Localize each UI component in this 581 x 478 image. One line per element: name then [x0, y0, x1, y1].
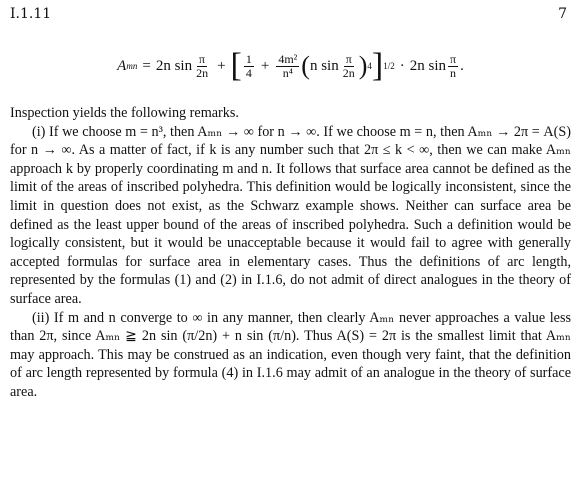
section-header: I.1.11: [10, 6, 52, 22]
eq-term1-fraction: [194, 53, 210, 79]
eq-lhs: A: [117, 57, 127, 74]
fraction-denominator: 4: [245, 65, 252, 80]
body-text: [10, 104, 571, 402]
eq-quarter-fraction: [244, 53, 254, 79]
eq-dot: ·: [399, 57, 405, 74]
eq-power-half: 1/2: [383, 61, 395, 71]
eq-inner-coef: n sin: [309, 57, 339, 74]
fraction-numerator: π: [450, 51, 457, 66]
eq-left-bracket: [: [230, 47, 242, 84]
fraction-numerator: π: [345, 51, 352, 66]
eq-term3-coef: 2n sin: [409, 57, 446, 74]
eq-plus: +: [217, 57, 226, 74]
eq-plus-inner: +: [260, 57, 270, 74]
eq-period: .: [460, 57, 464, 74]
fraction-denominator: n⁴: [282, 65, 293, 80]
eq-right-paren: ): [358, 51, 368, 80]
eq-term1-coef: 2n sin: [155, 57, 193, 74]
eq-left-paren: (: [301, 51, 310, 80]
eq-right-bracket: ]: [371, 47, 384, 84]
eq-m-over-n-fraction: [276, 53, 299, 79]
eq-lhs-subscript: mn: [126, 61, 138, 71]
eq-term3-fraction: [448, 53, 458, 79]
remark-ii-paragraph: (ii) If m and n converge to ∞ in any manner, then clearly Aₘₙ never approaches a value less than 2π, since Aₘₙ ≧ 2n sin (π/2n) + n sin (π/n). Thus A(S) = 2π is the smallest limit that Aₘₙ may approach. This may be construed as an indication, even though very faint, that the definition of arc length represented by formula (4) in I.1.6 may admit of an analogue in the theory of surface area.: [10, 309, 571, 400]
page-number: 7: [558, 6, 567, 22]
fraction-numerator: π: [199, 51, 206, 66]
fraction-numerator: 1: [245, 51, 252, 66]
eq-equals: =: [142, 57, 151, 74]
fraction-denominator: n: [450, 65, 457, 80]
display-equation: [0, 36, 581, 96]
eq-inner-fraction: [341, 53, 357, 79]
eq-power-four: 4: [367, 61, 372, 71]
fraction-denominator: 2n: [196, 65, 209, 80]
fraction-numerator: 4m²: [278, 51, 298, 66]
remark-i-paragraph: (i) If we choose m = n³, then Aₘₙ → ∞ for n → ∞. If we choose m = n, then Aₘₙ → 2π = A(S) for n → ∞. As a matter of fact, if k is any number such that 2π ≤ k < ∞, then we can make Aₘₙ approach k by properly coordinating m and n. It follows that surface area cannot be defined as the limit of the areas of inscribed polyhedra. This definition would be logically inconsistent, since the limit in question does not exist, as the Schwarz example shows. Neither can surface area be defined as the least upper bound of the areas of inscribed polyhedra. Such a definition would be logically consistent, but it would be unacceptable because it would fail to agree with generally accepted formulas for surface area in elementary cases. Thus the definitions of arc length, represented by the formulas (1) and (2) in I.1.6, do not admit of direct analogues in the theory of surface area.: [10, 123, 571, 307]
fraction-denominator: 2n: [342, 65, 355, 80]
intro-paragraph: Inspection yields the following remarks.: [10, 105, 239, 121]
